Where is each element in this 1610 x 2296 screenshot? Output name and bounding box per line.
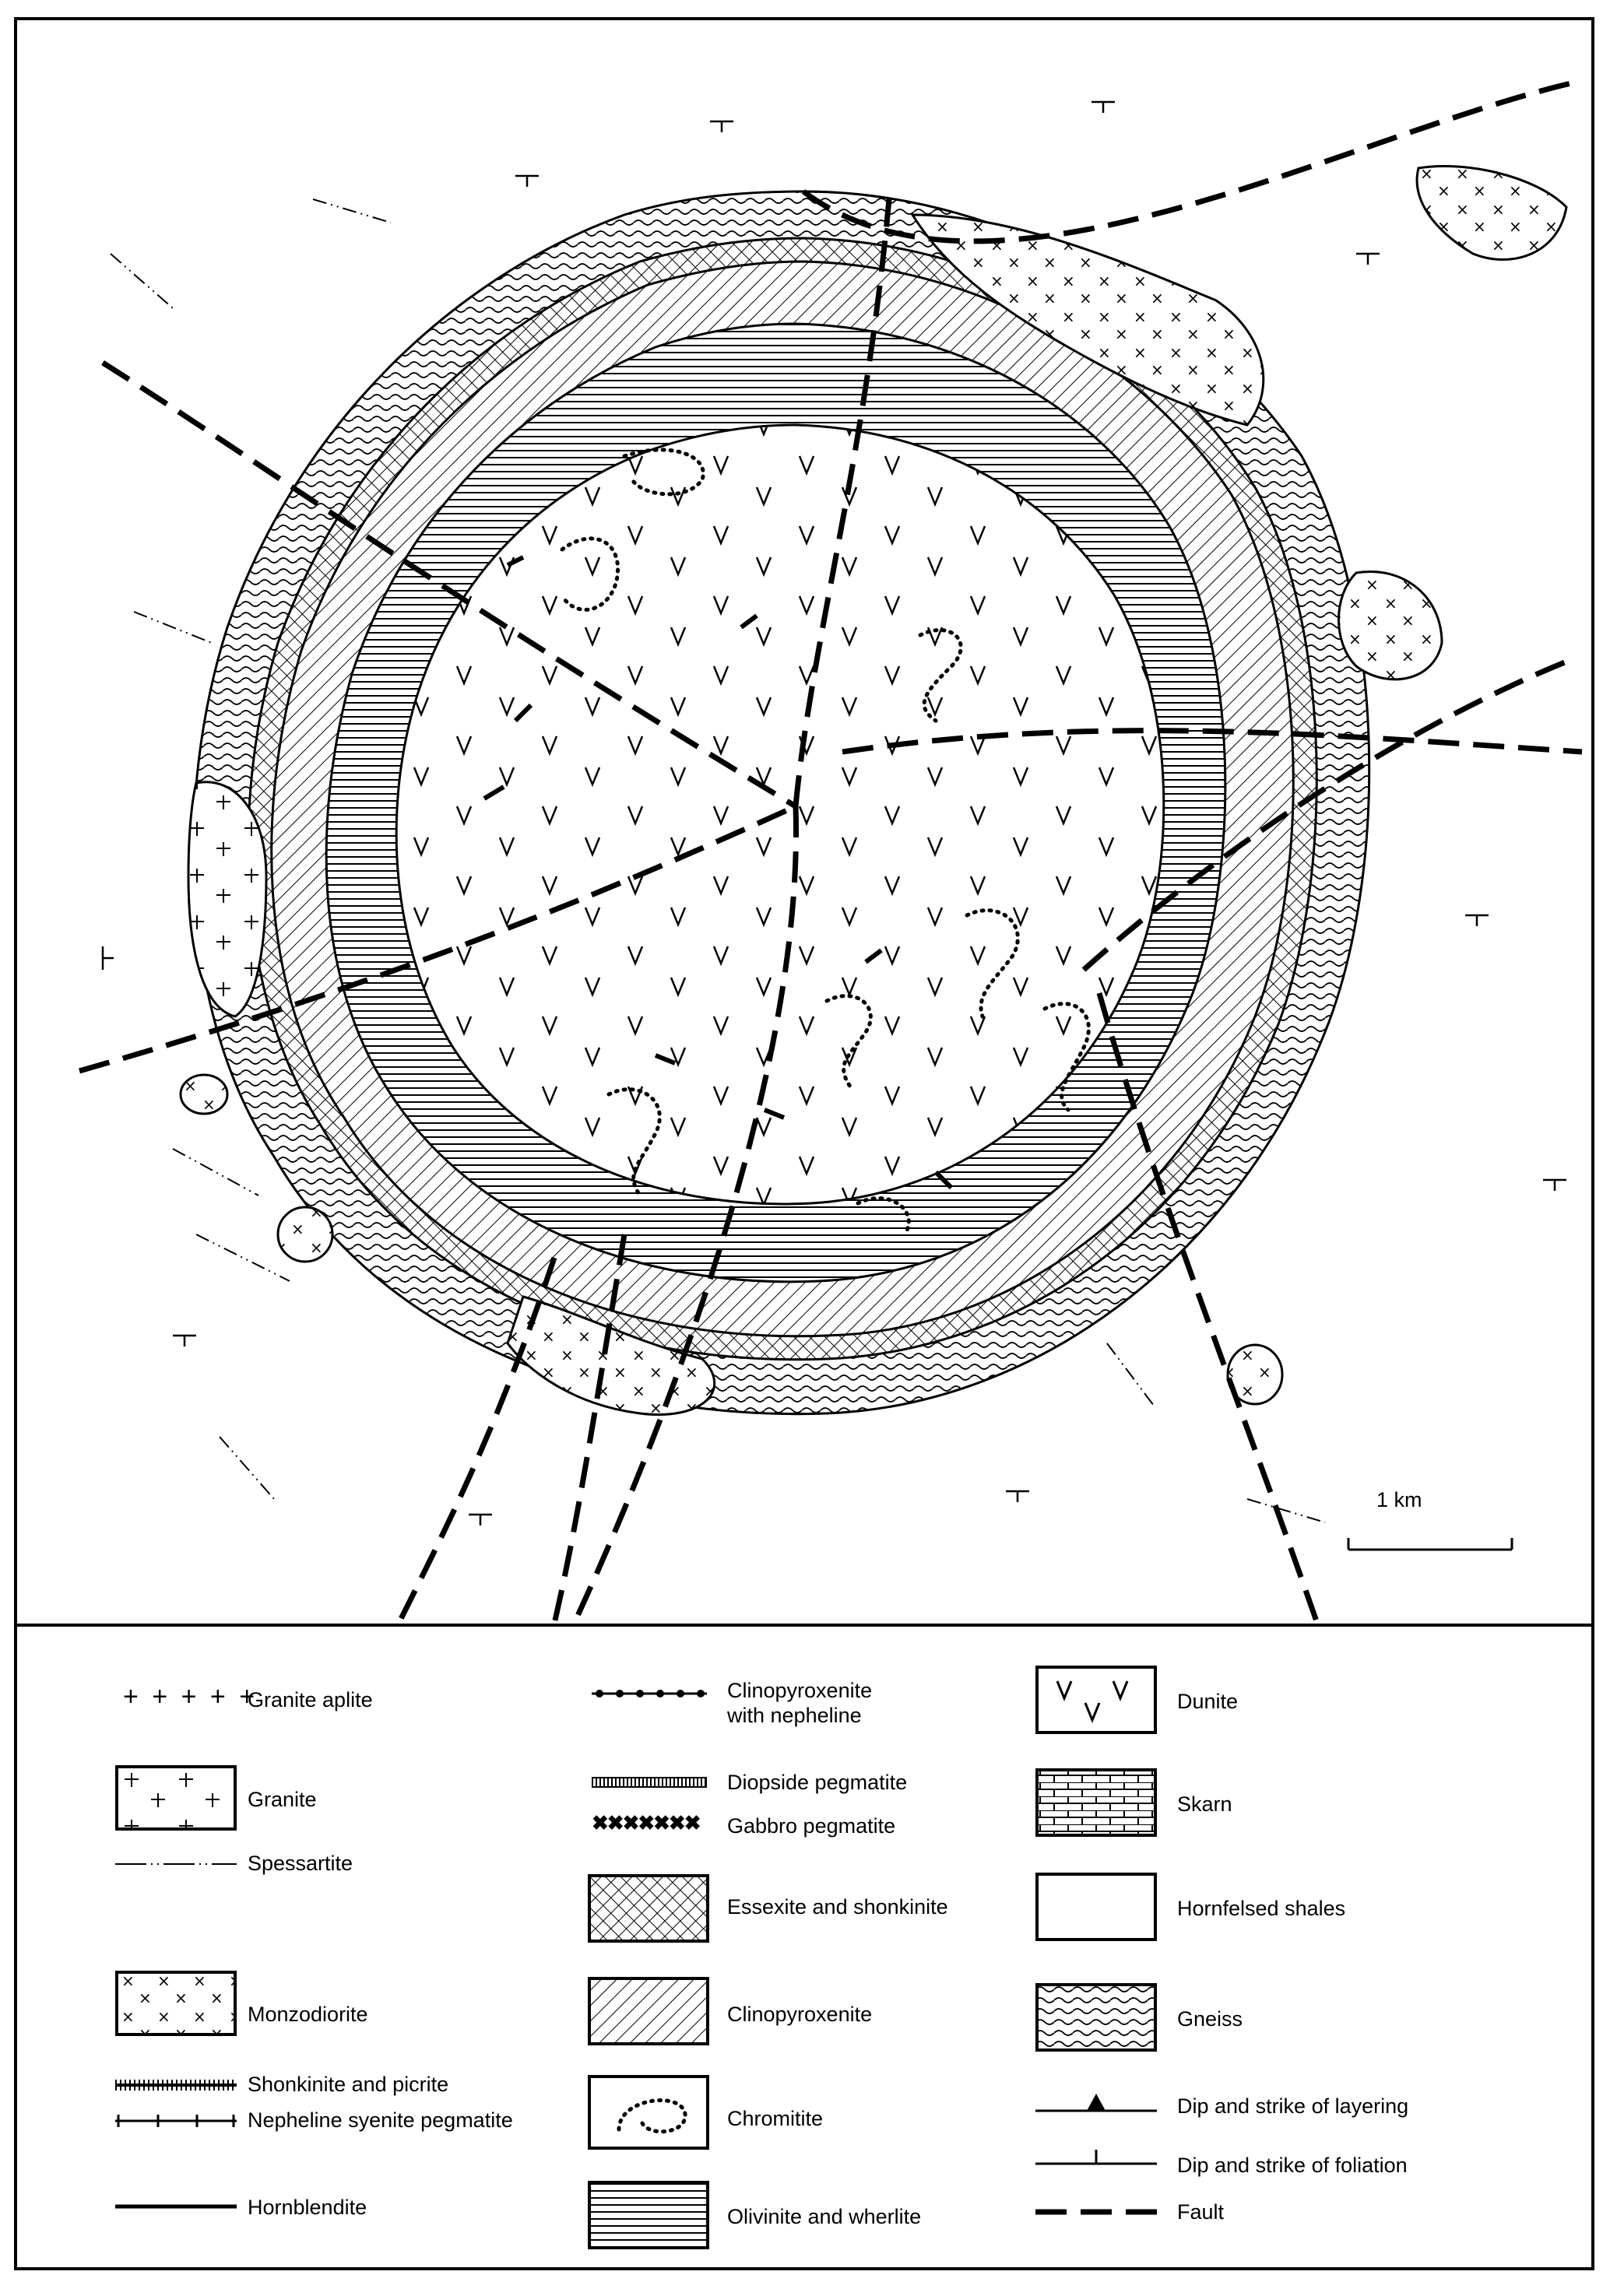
legend-swatch-dunite [1035, 1666, 1157, 1734]
legend-line-fault [1035, 2208, 1157, 2216]
legend-line-spessartite [115, 1860, 237, 1868]
legend-label-nepheline-syenite-pegmatite: Nepheline syenite pegmatite [248, 2108, 513, 2132]
legend-label-skarn: Skarn [1177, 1792, 1232, 1816]
legend-swatch-essexite [588, 1874, 709, 1943]
monzodiorite-sw-a [181, 1075, 227, 1114]
legend-label-diopside-pegmatite: Diopside pegmatite [727, 1771, 908, 1794]
legend-label-granite: Granite [248, 1788, 317, 1811]
legend-line-diopside-pegmatite [592, 1776, 707, 1789]
legend-symbol-layering [1035, 2091, 1157, 2114]
monzodiorite-sw-b [278, 1207, 332, 1262]
legend-symbol-foliation [1035, 2143, 1157, 2167]
legend-label-fault: Fault [1177, 2200, 1225, 2224]
legend-label-gabbro-pegmatite: Gabbro pegmatite [727, 1814, 896, 1838]
legend-label-gneiss: Gneiss [1177, 2007, 1243, 2031]
legend-label-hornblendite: Hornblendite [248, 2196, 367, 2219]
legend-swatch-monzodiorite [115, 1971, 237, 2036]
legend-label-shonkinite-picrite: Shonkinite and picrite [248, 2073, 449, 2096]
legend-line-clinopyroxenite-nepheline [592, 1689, 707, 1698]
legend-swatch-chromitite [588, 2075, 709, 2150]
legend-line-gabbro-pegmatite: ✖✖✖✖✖✖✖ [592, 1811, 700, 1834]
legend-label-olivinite-wherlite: Olivinite and wherlite [727, 2205, 922, 2228]
legend-label-clinopyroxenite: Clinopyroxenite [727, 2003, 873, 2026]
legend-line-shonkinite [115, 2080, 237, 2091]
legend-swatch-gneiss [1035, 1983, 1157, 2052]
legend-divider [17, 1624, 1591, 1627]
geologic-map [17, 20, 1591, 1624]
legend-label-monzodiorite: Monzodiorite [248, 2003, 368, 2026]
legend-swatch-granite [115, 1765, 237, 1831]
legend-label-hornfelsed-shales: Hornfelsed shales [1177, 1897, 1346, 1920]
legend-label-chromitite: Chromitite [727, 2107, 824, 2130]
legend-label-dunite: Dunite [1177, 1690, 1239, 1713]
legend-line-hornblendite [115, 2203, 237, 2210]
legend-swatch-olivinite [588, 2181, 709, 2249]
legend-swatch-hornfels [1035, 1873, 1157, 1941]
legend-label-dip-strike-foliation: Dip and strike of foliation [1177, 2154, 1408, 2177]
legend-label-clinopyroxenite-nepheline-text: Clinopyroxenite with nepheline [727, 1679, 873, 1727]
legend-label-clinopyroxenite-nepheline [727, 1678, 872, 1728]
legend-label-granite-aplite: Granite aplite [248, 1688, 373, 1711]
legend-symbol-granite-aplite: + + + + + [123, 1682, 258, 1711]
scale-bar-label: 1 km [1376, 1488, 1422, 1511]
legend-line-nepheline-syenite [115, 2114, 237, 2128]
legend-swatch-clinopyroxenite [588, 1977, 709, 2045]
legend-label-dip-strike-layering: Dip and strike of layering [1177, 2094, 1409, 2118]
legend-label-essexite-shonkinite: Essexite and shonkinite [727, 1895, 948, 1919]
legend-label-spessartite: Spessartite [248, 1852, 353, 1875]
legend-swatch-skarn [1035, 1768, 1157, 1837]
